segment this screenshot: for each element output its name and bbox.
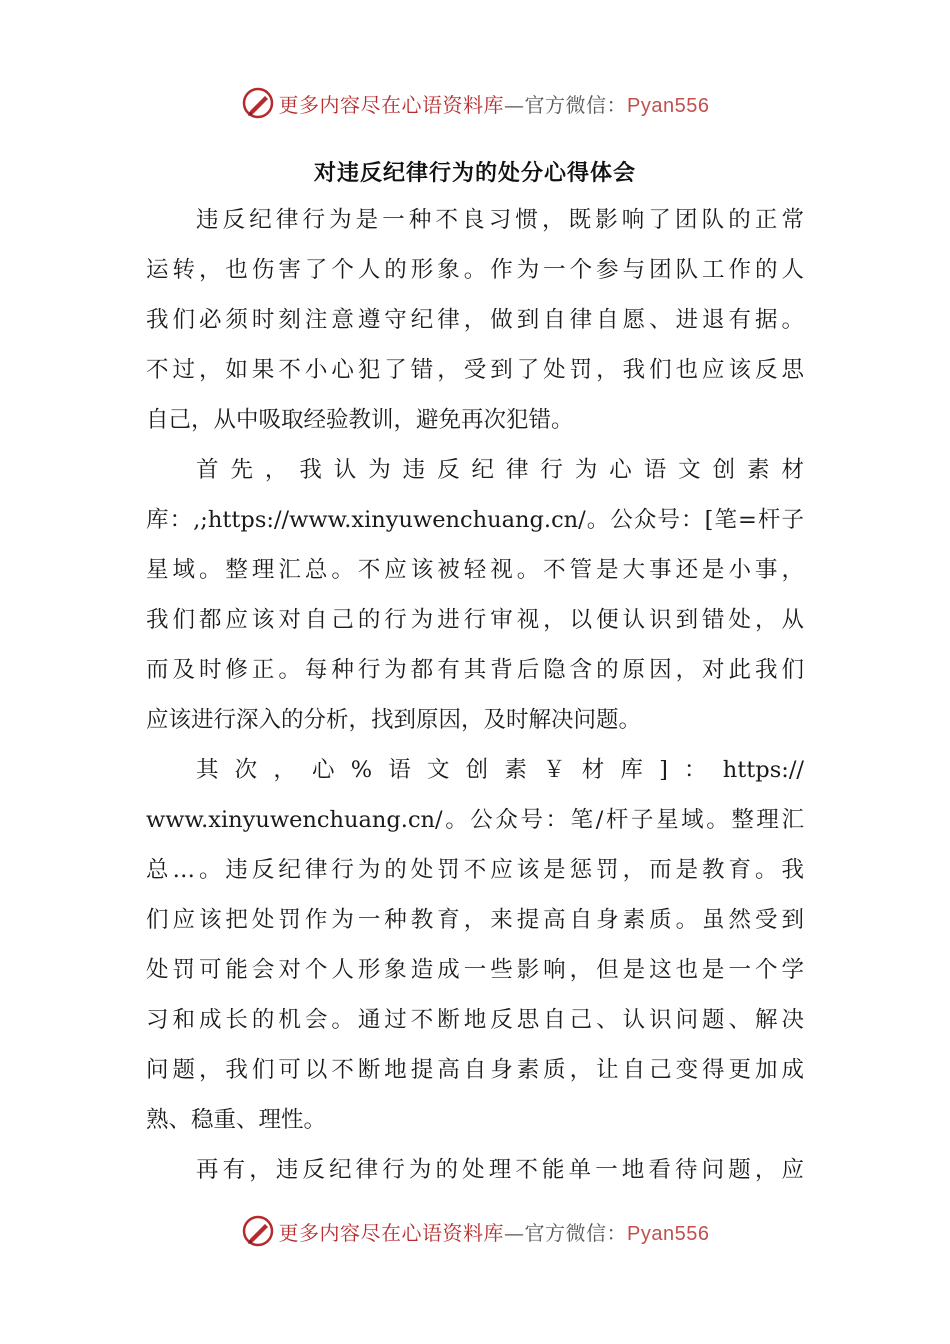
page-title: 对违反纪律行为的处分心得体会 bbox=[313, 160, 636, 186]
text-line: 问题，我们可以不断地提高自身素质，让自己变得更加成 bbox=[146, 1057, 804, 1083]
text-line: 其次，心%语文创素￥材库]：https:// bbox=[196, 757, 804, 783]
footer-watermark-banner bbox=[0, 1211, 950, 1251]
banner-separator: — bbox=[504, 92, 525, 117]
banner-id: Pyan556 bbox=[627, 94, 710, 117]
text-line: 们应该把处罚作为一种教育，来提高自身素质。虽然受到 bbox=[146, 907, 804, 933]
pen-logo-icon bbox=[241, 86, 275, 120]
text-line: 自己，从中吸取经验教训，避免再次犯错。 bbox=[146, 407, 574, 433]
document-body bbox=[146, 195, 804, 1195]
text-line: 处罚可能会对个人形象造成一些影响，但是这也是一个学 bbox=[146, 957, 804, 983]
text-line: 库：,;https://www.xinyuwenchuang.cn/。公众号：[笔=杆子 bbox=[146, 507, 804, 533]
text-line: 而及时修正。每种行为都有其背后隐含的原因，对此我们 bbox=[146, 657, 804, 683]
text-line: 习和成长的机会。通过不断地反思自己、认识问题、解决 bbox=[146, 1007, 804, 1033]
banner-prefix: 官方微信： bbox=[524, 1220, 628, 1245]
text-line: 熟、稳重、理性。 bbox=[146, 1107, 327, 1133]
text-line: 总…。违反纪律行为的处罚不应该是惩罚，而是教育。我 bbox=[146, 857, 804, 883]
text-line: 运转，也伤害了个人的形象。作为一个参与团队工作的人 bbox=[146, 257, 804, 283]
banner-main: 更多内容尽在心语资料库 bbox=[278, 92, 505, 117]
text-line: 我们必须时刻注意遵守纪律，做到自律自愿、进退有据。 bbox=[146, 307, 804, 333]
text-line: 应该进行深入的分析，找到原因，及时解决问题。 bbox=[146, 707, 642, 733]
banner-id: Pyan556 bbox=[627, 1222, 710, 1245]
pen-logo-icon bbox=[241, 1214, 275, 1248]
banner-prefix: 官方微信： bbox=[524, 92, 628, 117]
banner-text bbox=[279, 89, 710, 118]
banner-main: 更多内容尽在心语资料库 bbox=[278, 1220, 505, 1245]
text-line: 星域。整理汇总。不应该被轻视。不管是大事还是小事， bbox=[146, 557, 804, 583]
header-watermark-banner bbox=[0, 83, 950, 123]
banner-text bbox=[279, 1217, 710, 1246]
text-line: 不过，如果不小心犯了错，受到了处罚，我们也应该反思 bbox=[146, 357, 804, 383]
banner-separator: — bbox=[504, 1220, 525, 1245]
text-line: 首先，我认为违反纪律行为心语文创素材 bbox=[196, 457, 804, 483]
text-line: 违反纪律行为是一种不良习惯，既影响了团队的正常 bbox=[196, 207, 804, 233]
text-line: 我们都应该对自己的行为进行审视，以便认识到错处，从 bbox=[146, 607, 804, 633]
text-line: 再有，违反纪律行为的处理不能单一地看待问题，应 bbox=[196, 1157, 804, 1183]
text-line: www.xinyuwenchuang.cn/。公众号：笔/杆子星域。整理汇 bbox=[146, 807, 804, 833]
